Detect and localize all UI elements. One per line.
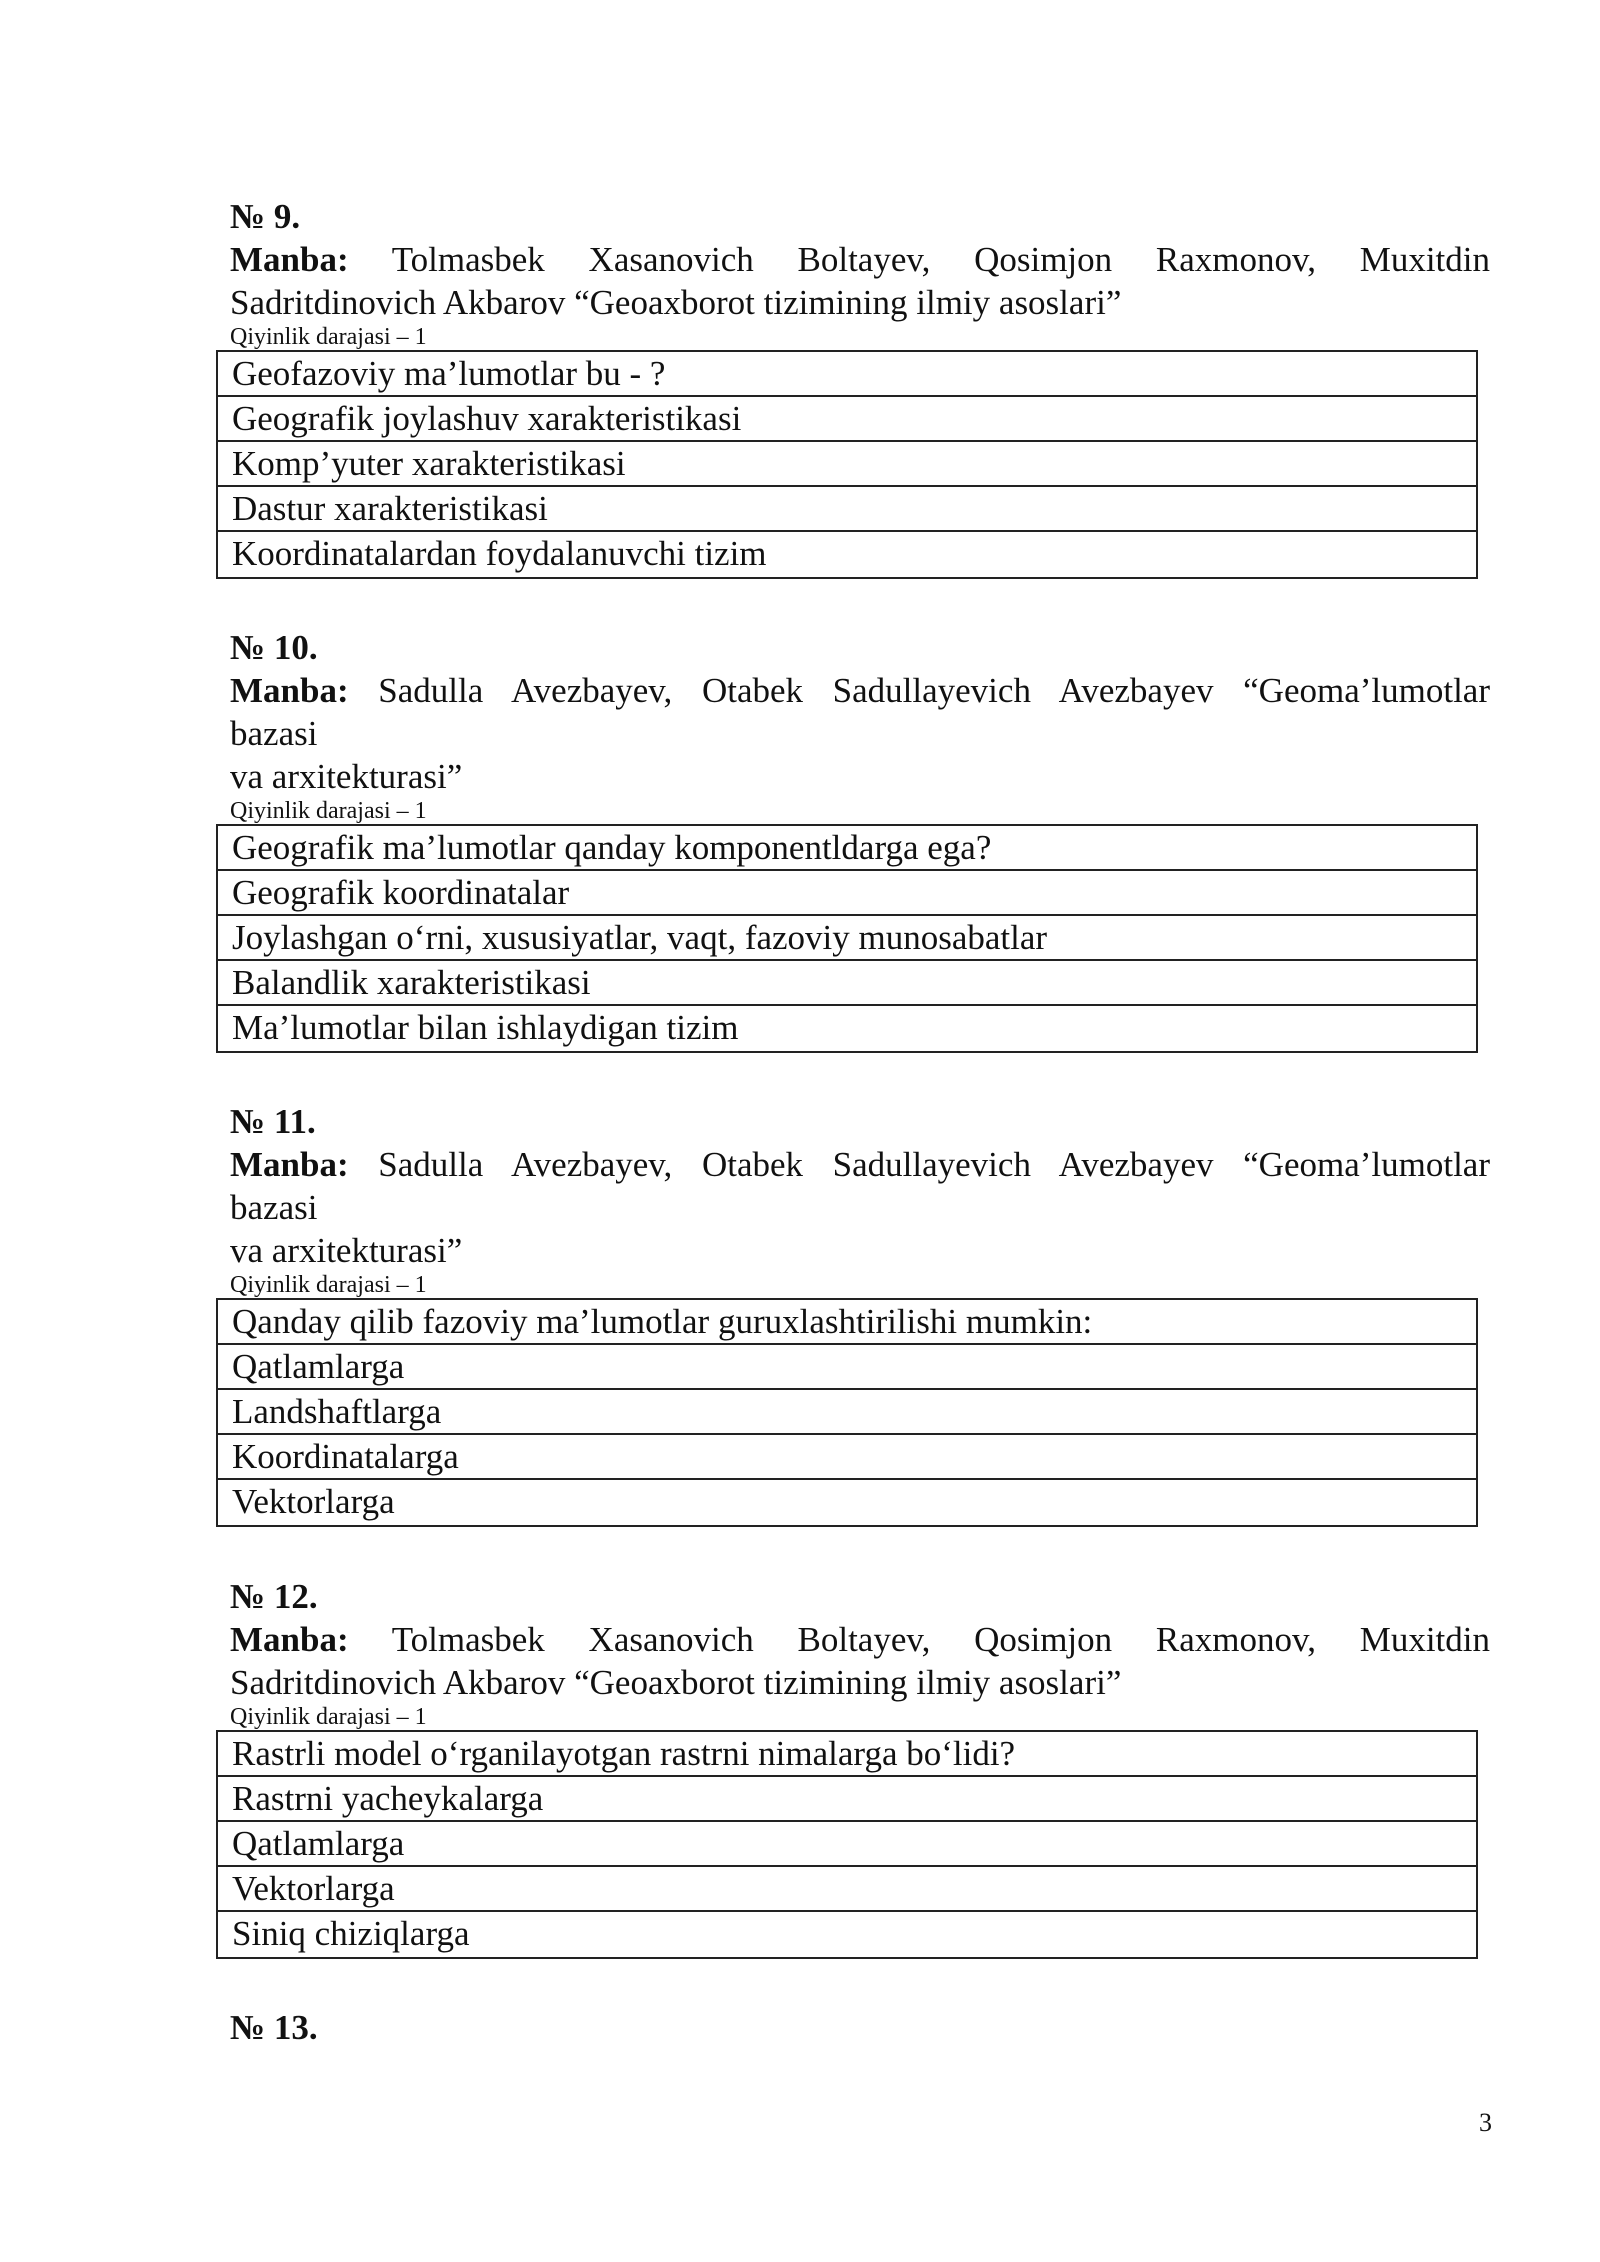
difficulty-level: Qiyinlik darajasi – 1 <box>230 798 427 824</box>
source-line <box>230 238 1490 281</box>
source-line <box>230 1618 1490 1661</box>
answer-table <box>216 824 1478 1053</box>
source-label: Manba: <box>230 240 349 279</box>
answer-option-row: Koordinatalardan foydalanuvchi tizim <box>232 534 767 573</box>
answer-option-row: Geografik koordinatalar <box>218 871 1476 916</box>
question-number: № 12. <box>230 1577 318 1616</box>
source-line: va arxitekturasi” <box>230 1231 463 1270</box>
question-block-12 <box>230 1575 1490 1959</box>
source-line: va arxitekturasi” <box>230 757 463 796</box>
question-text-row: Geografik ma’lumotlar qanday komponentldarga ega? <box>218 826 1476 871</box>
answer-option-row: Koordinatalarga <box>218 1435 1476 1480</box>
question-block-10 <box>230 626 1490 1053</box>
answer-option-row: Balandlik xarakteristikasi <box>218 961 1476 1006</box>
answer-option-row: Geografik joylashuv xarakteristikasi <box>218 397 1476 442</box>
source-line: bazasi <box>230 1188 318 1227</box>
question-number: № 13. <box>230 2008 318 2047</box>
question-number: № 10. <box>230 628 318 667</box>
source-citation <box>230 669 1490 798</box>
source-citation <box>230 1618 1490 1704</box>
source-label: Manba: <box>230 671 349 710</box>
source-line: Sadritdinovich Akbarov “Geoaxborot tizimining ilmiy asoslari” <box>230 283 1122 322</box>
question-block-13 <box>230 2006 1490 2049</box>
answer-option-row: Landshaftlarga <box>218 1390 1476 1435</box>
answer-table <box>216 1298 1478 1527</box>
source-line: bazasi <box>230 714 318 753</box>
answer-option-row: Rastrni yacheykalarga <box>218 1777 1476 1822</box>
source-citation <box>230 1143 1490 1272</box>
answer-table <box>216 1730 1478 1959</box>
answer-option-row: Qatlamlarga <box>218 1345 1476 1390</box>
question-block-9 <box>230 195 1490 579</box>
question-block-11 <box>230 1100 1490 1527</box>
difficulty-level: Qiyinlik darajasi – 1 <box>230 324 427 350</box>
source-text: Tolmasbek Xasanovich Boltayev, Qosimjon Raxmonov, Muxitdin <box>391 1620 1490 1659</box>
source-label: Manba: <box>230 1145 349 1184</box>
source-line <box>230 669 1490 712</box>
question-text-row: Geofazoviy ma’lumotlar bu - ? <box>218 352 1476 397</box>
answer-option-row: Vektorlarga <box>218 1867 1476 1912</box>
page-number: 3 <box>1479 2108 1492 2137</box>
source-line <box>230 1143 1490 1186</box>
question-number: № 9. <box>230 197 301 236</box>
difficulty-level: Qiyinlik darajasi – 1 <box>230 1272 427 1298</box>
source-text: Sadulla Avezbayev, Otabek Sadullayevich Avezbayev “Geoma’lumotlar <box>378 671 1490 710</box>
difficulty-level: Qiyinlik darajasi – 1 <box>230 1704 427 1730</box>
source-citation <box>230 238 1490 324</box>
answer-option-row: Ma’lumotlar bilan ishlaydigan tizim <box>232 1008 739 1047</box>
question-text-row: Qanday qilib fazoviy ma’lumotlar guruxlashtirilishi mumkin: <box>218 1300 1476 1345</box>
source-text: Sadulla Avezbayev, Otabek Sadullayevich Avezbayev “Geoma’lumotlar <box>378 1145 1490 1184</box>
source-label: Manba: <box>230 1620 349 1659</box>
question-number: № 11. <box>230 1102 316 1141</box>
answer-option-row: Joylashgan o‘rni, xususiyatlar, vaqt, fazoviy munosabatlar <box>218 916 1476 961</box>
source-text: Tolmasbek Xasanovich Boltayev, Qosimjon Raxmonov, Muxitdin <box>391 240 1490 279</box>
question-text-row: Rastrli model o‘rganilayotgan rastrni nimalarga bo‘lidi? <box>218 1732 1476 1777</box>
answer-option-row: Komp’yuter xarakteristikasi <box>218 442 1476 487</box>
answer-table <box>216 350 1478 579</box>
answer-option-row: Vektorlarga <box>232 1482 395 1521</box>
answer-option-row: Siniq chiziqlarga <box>232 1914 470 1953</box>
answer-option-row: Dastur xarakteristikasi <box>218 487 1476 532</box>
source-line: Sadritdinovich Akbarov “Geoaxborot tizimining ilmiy asoslari” <box>230 1663 1122 1702</box>
answer-option-row: Qatlamlarga <box>218 1822 1476 1867</box>
